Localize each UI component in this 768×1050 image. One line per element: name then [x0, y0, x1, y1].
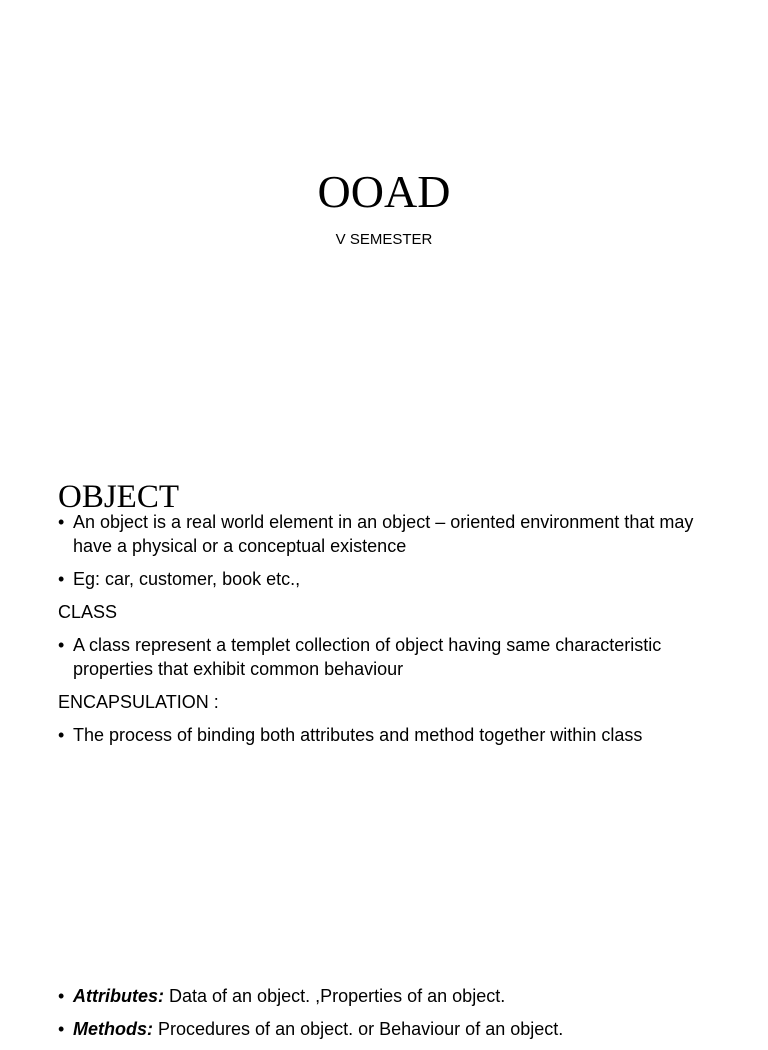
title-slide [0, 0, 768, 432]
section-label-class: CLASS [58, 602, 118, 622]
slide-body [58, 984, 718, 1050]
bullet-item-object-definition: • An object is a real world element in an object – oriented environment that may have a physical or a conceptual existence [58, 510, 718, 558]
slide-subtitle: V SEMESTER [335, 231, 433, 248]
object-slide [0, 432, 768, 864]
bullet-item-object-example: • Eg: car, customer, book etc., [58, 567, 718, 591]
bullet-item-methods [58, 1017, 718, 1041]
slide-body [58, 510, 718, 756]
bullet-item-encapsulation-definition: • The process of binding both attributes and method together within class [58, 723, 718, 747]
term-methods: Methods: [73, 1019, 153, 1039]
slide-heading: OBJECT [58, 479, 180, 515]
definition-methods: Procedures of an object. or Behaviour of an object. [153, 1019, 564, 1039]
attributes-slide [0, 864, 768, 1039]
term-attributes: Attributes: [73, 986, 164, 1006]
slide-title: OOAD [317, 166, 451, 217]
bullet-item-class-definition: • A class represent a templet collection of object having same characteristic properties that exhibit common behaviour [58, 633, 718, 681]
definition-attributes: Data of an object. ,Properties of an object. [164, 986, 506, 1006]
section-label-encapsulation: ENCAPSULATION : [58, 692, 219, 712]
bullet-item-attributes [58, 984, 718, 1008]
